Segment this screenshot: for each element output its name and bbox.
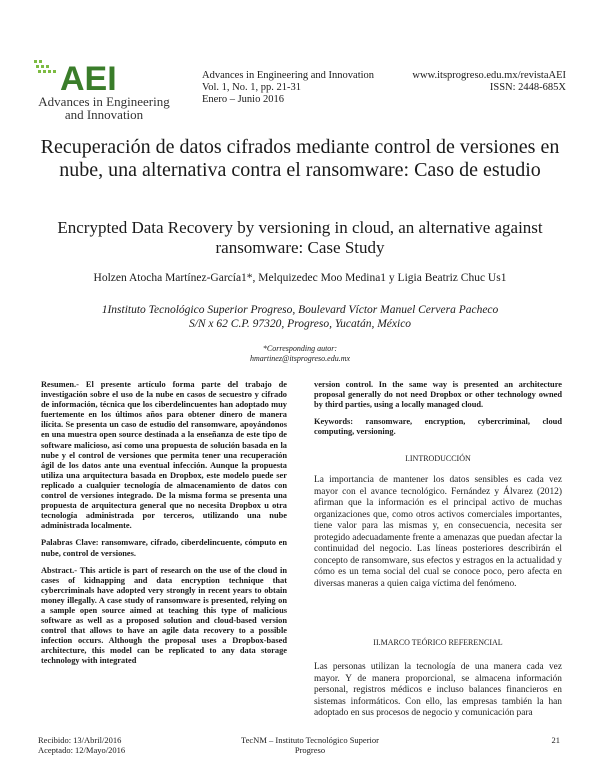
corresponding-email[interactable]: hmartinez@itsprogreso.edu.mx (249, 354, 351, 363)
footer-institution: TecNM – Instituto Tecnológico Superior Progreso (241, 735, 379, 755)
section-heading-introduction: I.INTRODUCCIÓN (405, 454, 471, 463)
authors: Holzen Atocha Martínez-García1*, Melquizedec Moo Medina1 y Ligia Beatriz Chuc Us1 (93, 272, 507, 284)
section-heading-marco-teorico: II.MARCO TEÓRICO REFERENCIAL (373, 638, 503, 647)
logo-subtitle: Advances in Engineering and Innovation (38, 94, 170, 122)
keywords-spanish: Palabras Clave: ransomware, cifrado, ciberdelincuente, cómputo en nube, control de versiones. (41, 538, 287, 558)
page-number: 21 (551, 735, 560, 745)
right-column-abstract (314, 380, 562, 437)
footer-dates (38, 735, 125, 755)
left-column (41, 380, 287, 667)
keywords-english: Keywords: ransomware, encryption, cybercriminal, cloud computing, versioning. (314, 417, 562, 437)
journal-url[interactable]: www.itsprogreso.edu.mx/revistaAEI (412, 70, 566, 81)
journal-header-right (404, 70, 566, 94)
affiliation-line: 1Instituto Tecnológico Superior Progreso, Boulevard Víctor Manuel Cervera Pacheco (101, 304, 499, 316)
received-date: Recibido: 13/Abril/2016 (38, 735, 122, 745)
journal-date: Enero – Junio 2016 (202, 94, 284, 105)
corresponding-label: *Corresponding autor: (262, 344, 338, 353)
journal-issn: ISSN: 2448-685X (489, 82, 566, 93)
corresponding-author (30, 344, 570, 364)
logo-mark: AEI (60, 60, 117, 98)
abstract-english: Abstract.- This article is part of research on the use of the cloud in cases of kidnapping and data encryption technique that cybercriminals have adopted very strongly in recent years to obtain money illegally. A case study of ransomware is presented, relying on a sample open source aimed at teaching this type of malicious software as well as a proposed solution and cloud-based version control that allows to have an agile data recovery to a possible infection occurs. Although the proposal uses a Dropbox-based architecture, this model can be replicated to any data storage technology with integrated (41, 565, 287, 666)
accepted-date: Aceptado: 12/Mayo/2016 (38, 745, 126, 755)
journal-name: Advances in Engineering and Innovation (202, 70, 375, 81)
title-spanish: Recuperación de datos cifrados mediante control de versiones en nube, una alternativa contra el ransomware: Caso de estudio (40, 136, 560, 181)
abstract-spanish: Resumen.- El presente artículo forma parte del trabajo de investigación sobre el uso de la nube en casos de secuestro y cifrado de información, técnica que los ciberdelincuentes han adoptado muy fuertemente en los últimos años para obtener dinero de manera ilícita. Se presenta un caso de estudio del ransomware, apoyándonos en una muestra open source destinada a la enseñanza de este tipo de software malicioso, así como una propuesta de solución basada en la nube y el control de versiones que permita tener una recuperación ágil de los datos ante una eventual infección. Aunque la propuesta utiliza una arquitectura basada en Dropbox, este modelo puede ser replicado a cualquier tecnología de almacenamiento de datos con control de versiones integrado. De la misma forma se presenta una propuesta de arquitectura general que no necesita Dropbox u otra tecnología administrada por terceros, utilizando una nube administrada localmente. (41, 380, 287, 531)
affiliation-line: S/N x 62 C.P. 97320, Progreso, Yucatán, México (188, 318, 412, 330)
journal-header-left (202, 70, 374, 106)
introduction-text: La importancia de mantener los datos sensibles es cada vez mayor con el avance tecnológico. Fernández y Álvarez (2012) afirman que la información es el principal activo de muchas organizaciones que, como otros activos comerciales importantes, tiene valor para las mismas y, en consecuencia, necesita ser protegido adecuadamente frente a amenazas que puedan afectar la continuidad del negocio. Las líneas posteriores describirán el concepto de ransomware, sus efectos y estragos en la actualidad y cómo es un tema social del cual se conoce poco, pero afecta en diversas maneras a quien caiga víctima del fenómeno. (314, 475, 562, 589)
title-english: Encrypted Data Recovery by versioning in cloud, an alternative against ransomware: Case Study (57, 218, 543, 257)
journal-volume: Vol. 1, No. 1, pp. 21-31 (202, 82, 301, 93)
affiliation (30, 303, 570, 331)
abstract-english-continued: version control. In the same way is presented an architecture proposal generally do not need Dropbox or other technology owned by third parties, using a locally managed cloud. (314, 380, 562, 410)
logo-dots-icon (34, 60, 56, 73)
marco-teorico-text: Las personas utilizan la tecnología de una manera cada vez mayor. Y de manera proporcional, se almacena información personal, registros médicos e incluso balances financieros en sistemas informáticos. Con ello, las empresas también la han adoptado en sus procesos de negocio y comunicación para (314, 662, 562, 718)
